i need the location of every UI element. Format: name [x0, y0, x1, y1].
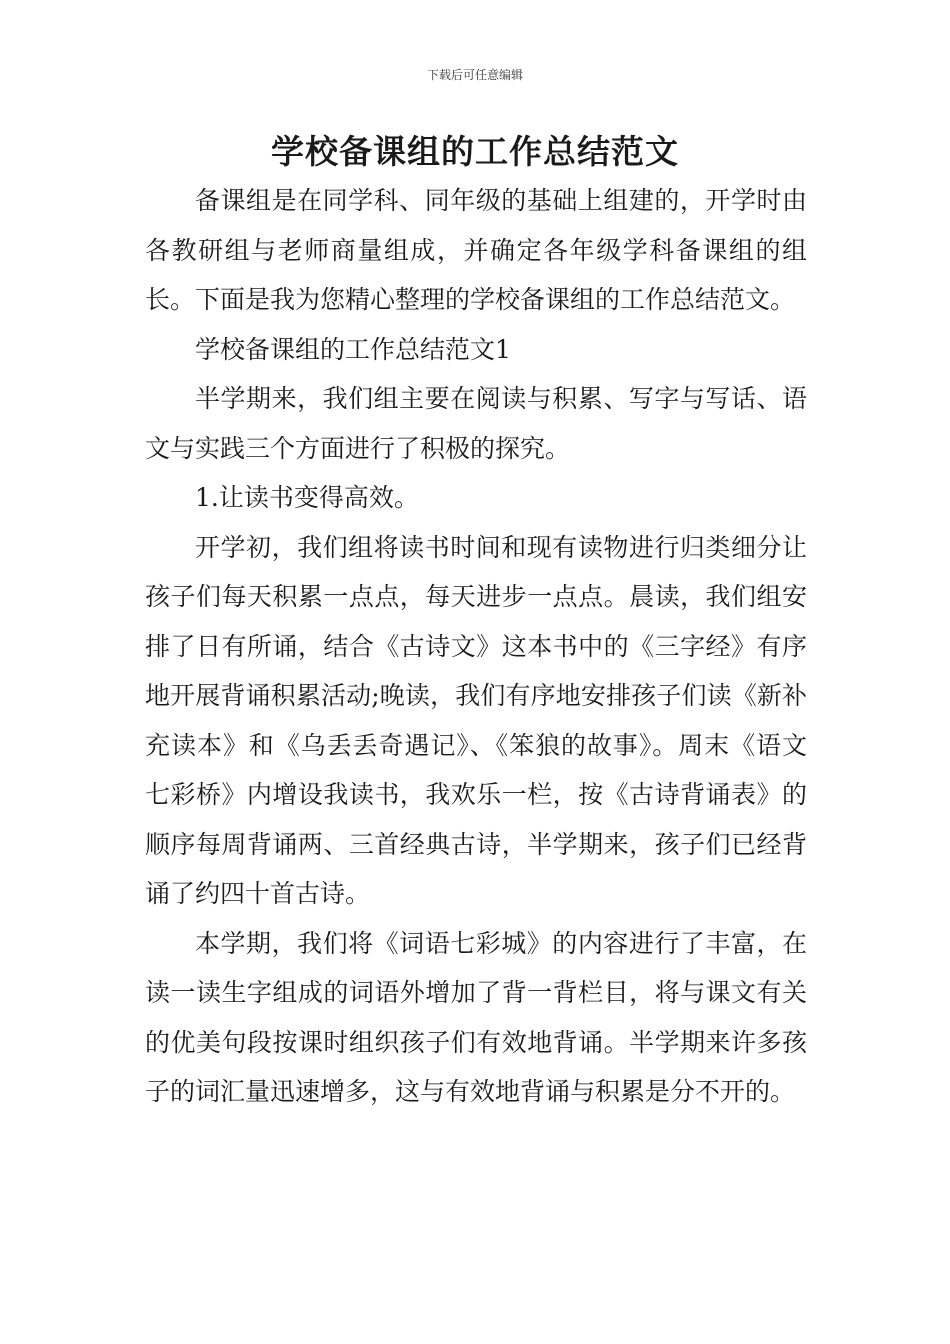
- document-title: 学校备课组的工作总结范文: [271, 132, 679, 171]
- section-heading: 学校备课组的工作总结范文1: [195, 334, 511, 364]
- paragraph: 本学期，我们将《词语七彩城》的内容进行了丰富，在读一读生字组成的词语外增加了背一背栏目，将与课文有关的优美句段按课时组织孩子们有效地背诵。半学期来许多孩子的词汇量迅速增多，这与有效地背诵与积累是分不开的。: [145, 928, 807, 1106]
- document-body: [145, 176, 807, 1117]
- paragraph: 开学初，我们组将读书时间和现有读物进行归类细分让孩子们每天积累一点点，每天进步一点点。晨读，我们组安排了日有所诵，结合《古诗文》这本书中的《三字经》有序地开展背诵积累活动;晚读，我们有序地安排孩子们读《新补充读本》和《乌丢丢奇遇记》、《笨狼的故事》。周末《语文七彩桥》内增设我读书，我欢乐一栏，按《古诗背诵表》的顺序每周背诵两、三首经典古诗，半学期来，孩子们已经背诵了约四十首古诗。: [145, 532, 807, 908]
- paragraph: 备课组是在同学科、同年级的基础上组建的，开学时由各教研组与老师商量组成，并确定各年级学科备课组的组长。下面是我为您精心整理的学校备课组的工作总结范文。: [145, 186, 807, 314]
- header-note: 下载后可任意编辑: [426, 68, 523, 82]
- paragraph: 半学期来，我们组主要在阅读与积累、写字与写话、语文与实践三个方面进行了积极的探究。: [145, 384, 807, 463]
- list-item-heading: 1.让读书变得高效。: [195, 483, 419, 512]
